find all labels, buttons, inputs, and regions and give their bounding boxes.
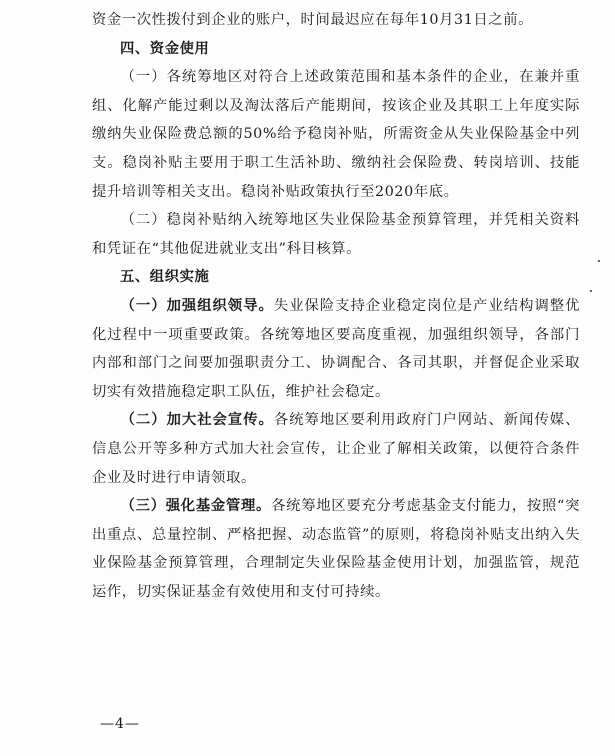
paragraph-publicity-lead: （二）加大社会宣传。 bbox=[120, 412, 274, 429]
intro-line: 资金一次性拨付到企业的账户，时间最迟应在每年10月31日之前。 bbox=[92, 12, 533, 28]
paragraph-fund-management-body: 各统筹地区要充分考虑基金支付能力，按照“突出重点、总量控制、严格把握、动态监管”的原则，将稳岗补贴支出纳入失业保险基金预算管理，合理制定失业保险基金使用计划，加强监管，规范运作，切实保证基金有效使用和支付可持续。 bbox=[92, 498, 580, 600]
document-body bbox=[92, 6, 580, 606]
paragraph-leadership-lead: （一）加强组织领导。 bbox=[120, 297, 274, 314]
page-number: —4— bbox=[100, 716, 140, 732]
paragraph-funds-use-1: （一）各统筹地区对符合上述政策范围和基本条件的企业，在兼并重组、化解产能过剩以及淘汰落后产能期间，按该企业及其职工上年度实际缴纳失业保险费总额的50%给予稳岗补贴，所需资金从失业保险基金中列支。稳岗补贴主要用于职工生活补助、缴纳社会保险费、转岗培训、技能提升培训等相关支出。稳岗补贴政策执行至2020年底。 bbox=[92, 69, 580, 200]
paragraph-leadership bbox=[92, 292, 580, 406]
scan-speck bbox=[590, 290, 592, 292]
paragraph-publicity bbox=[92, 406, 580, 492]
paragraph-leadership-body: 失业保险支持企业稳定岗位是产业结构调整优化过程中一项重要政策。各统筹地区要高度重视，加强组织领导，各部门内部和部门之间要加强职责分工、协调配合、各司其职，并督促企业采取切实有效措施稳定职工队伍，维护社会稳定。 bbox=[92, 297, 580, 400]
scan-speck bbox=[598, 260, 600, 262]
section-heading-funds-use: 四、资金使用 bbox=[120, 40, 210, 57]
paragraph-publicity-body: 各统筹地区要利用政府门户网站、新闻传媒、信息公开等多种方式加大社会宣传，让企业了解相关政策，以便符合条件企业及时进行申请领取。 bbox=[92, 412, 580, 486]
paragraph-fund-management-lead: （三）强化基金管理。 bbox=[120, 498, 272, 515]
paragraph-fund-management bbox=[92, 492, 580, 606]
section-heading-implementation: 五、组织实施 bbox=[120, 269, 210, 286]
paragraph-funds-use-2: （二）稳岗补贴纳入统筹地区失业保险基金预算管理，并凭相关资料和凭证在“其他促进就业支出”科目核算。 bbox=[92, 212, 580, 257]
